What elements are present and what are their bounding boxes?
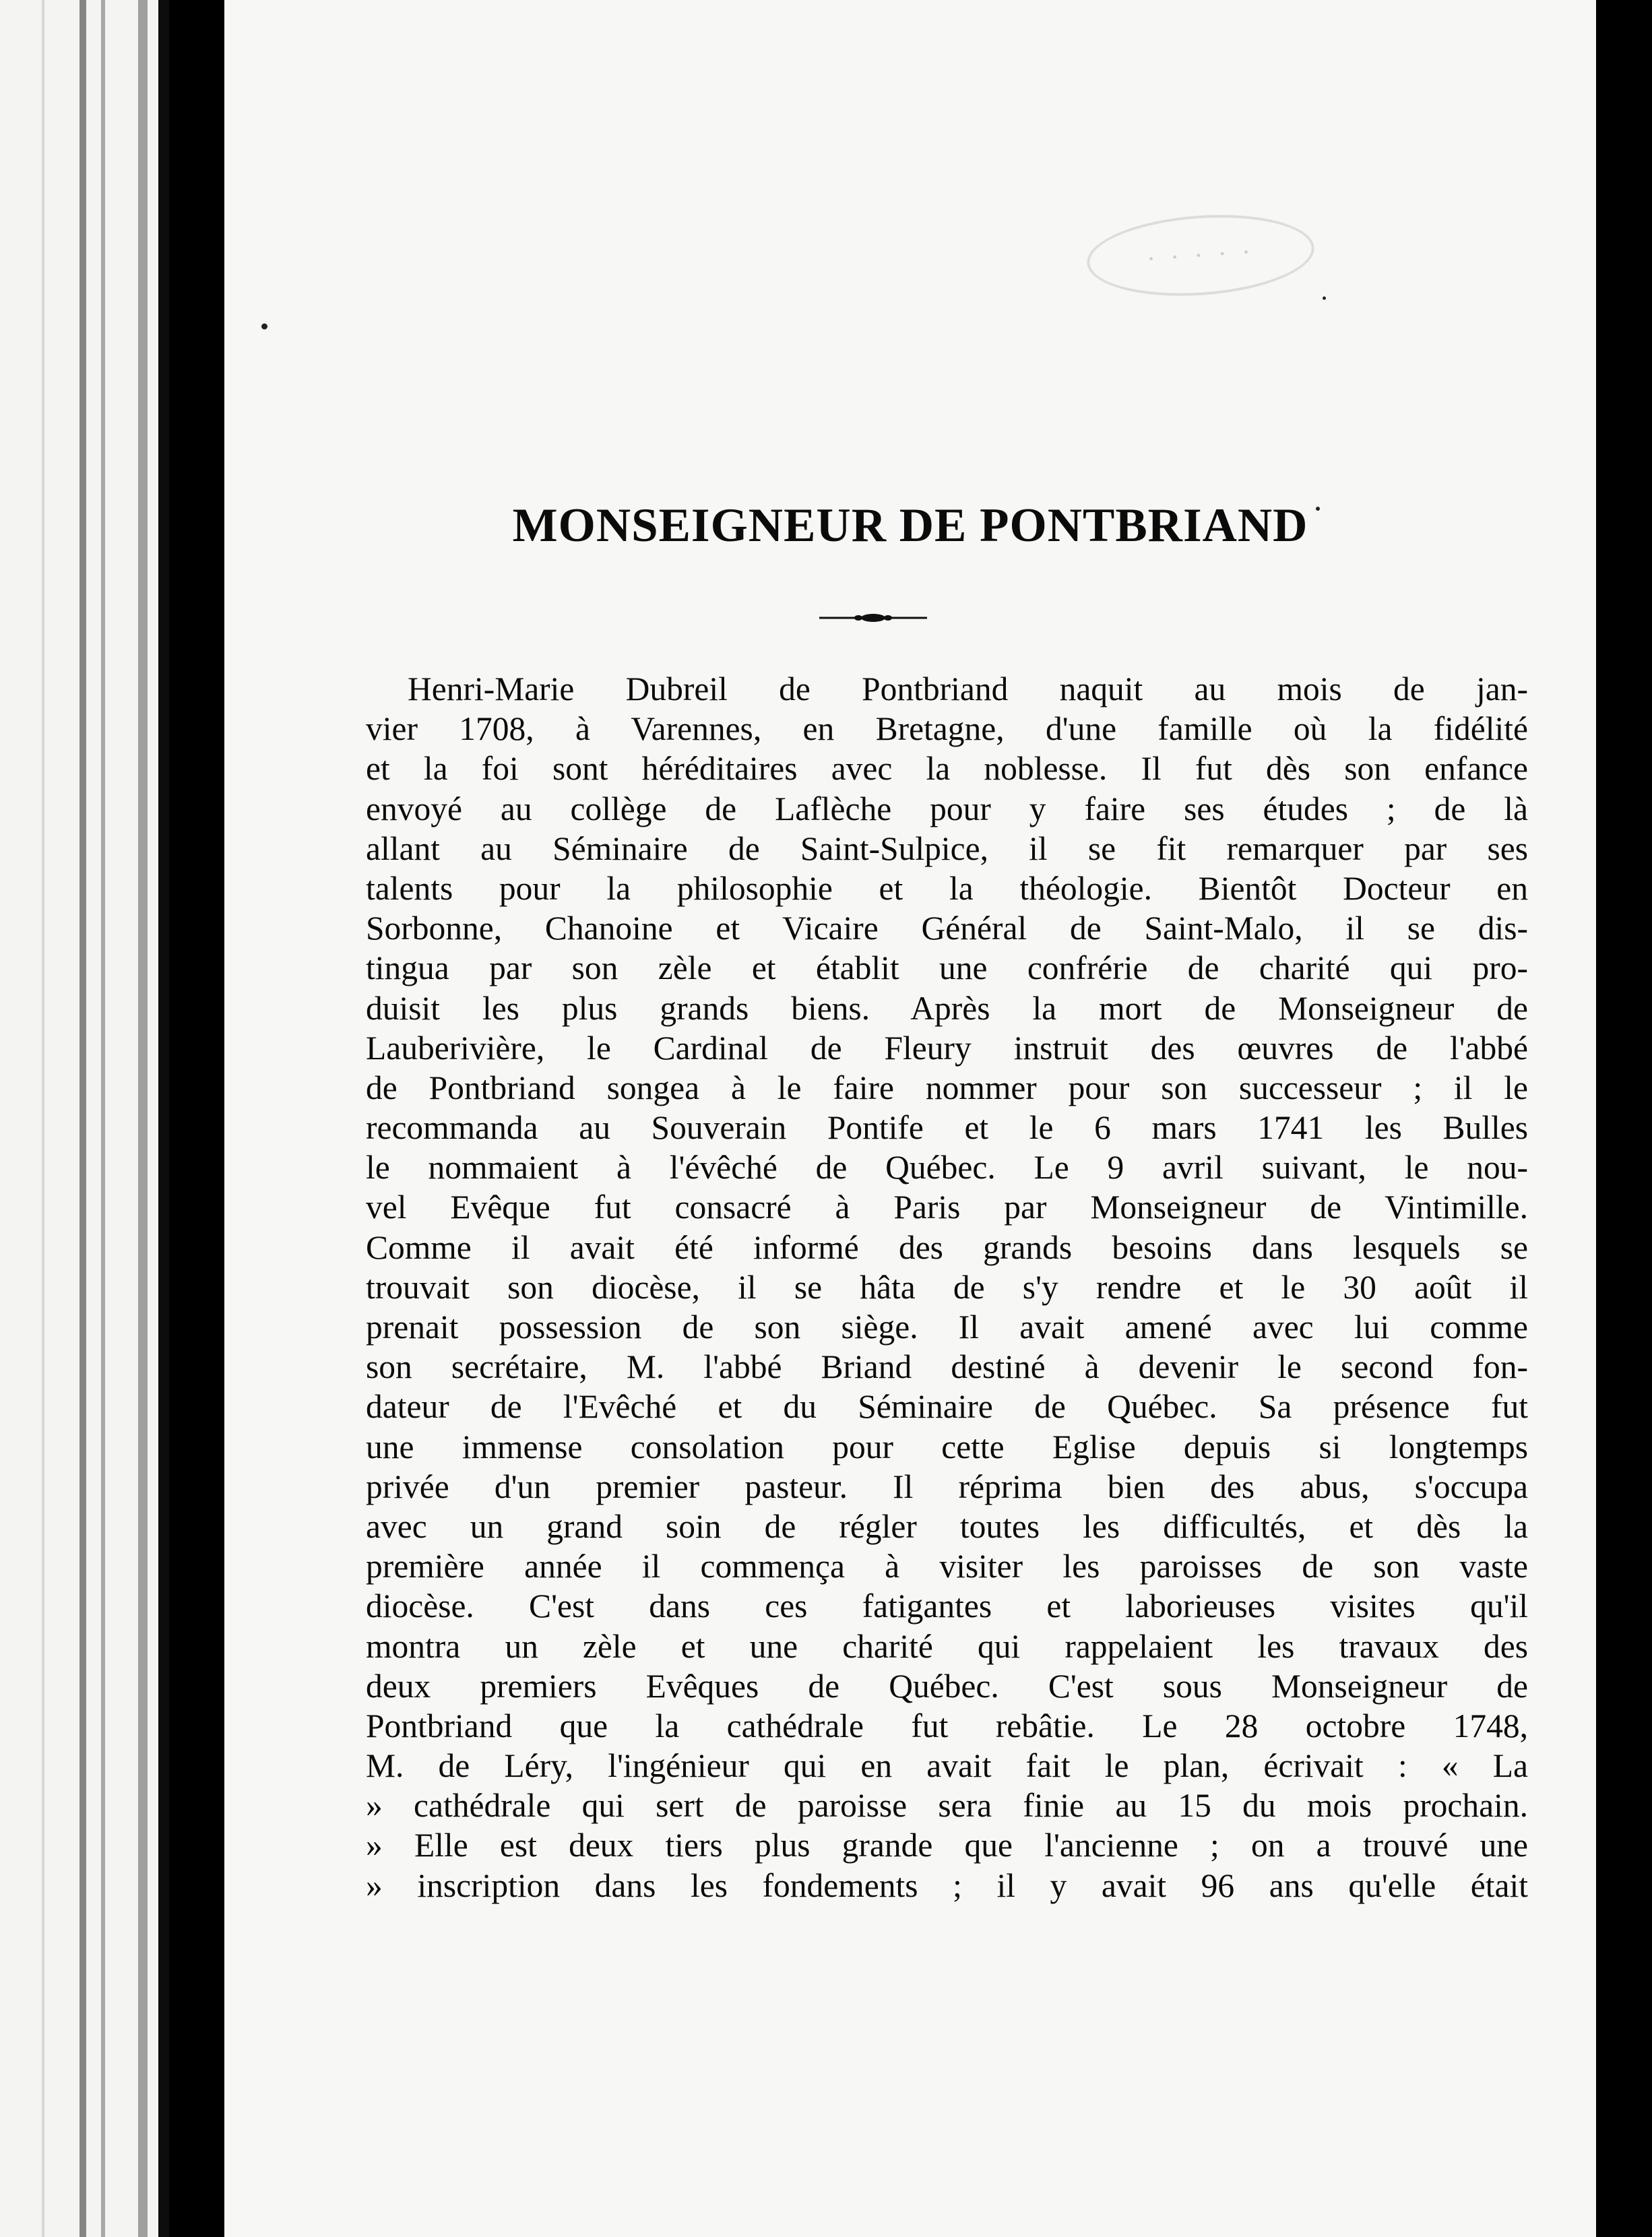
text-line: avec un grand soin de régler toutes les difficultés, et dès la xyxy=(366,1507,1528,1545)
spine-shadow xyxy=(42,0,44,2237)
text-line: » cathédrale qui sert de paroisse sera finie au 15 du mois prochain. xyxy=(366,1787,1528,1825)
text-line: duisit les plus grands biens. Après la mort de Monseigneur de xyxy=(366,989,1528,1027)
text-line: Pontbriand que la cathédrale fut rebâtie. Le 28 octobre 1748, xyxy=(366,1707,1528,1744)
text-line: M. de Léry, l'ingénieur qui en avait fait le plan, écrivait : « La xyxy=(366,1747,1528,1785)
text-line: une immense consolation pour cette Eglise depuis si longtemps xyxy=(366,1428,1528,1466)
text-line: et la foi sont héréditaires avec la noblesse. Il fut dès son enfance xyxy=(366,750,1528,788)
text-line: » inscription dans les fondements ; il y avait 96 ans qu'elle était xyxy=(366,1866,1528,1904)
text-line: talents pour la philosophie et la théologie. Bientôt Docteur en xyxy=(366,869,1528,907)
text-line: prenait possession de son siège. Il avait amené avec lui comme xyxy=(366,1309,1528,1346)
text-line: première année il commença à visiter les paroisses de son vaste xyxy=(366,1548,1528,1585)
text-line: son secrétaire, M. l'abbé Briand destiné à devenir le second fon- xyxy=(366,1348,1528,1386)
text-line: recommanda au Souverain Pontife et le 6 mars 1741 les Bulles xyxy=(366,1109,1528,1147)
title-rule-ornament xyxy=(819,613,927,623)
text-line: privée d'un premier pasteur. Il réprima bien des abus, s'occupa xyxy=(366,1468,1528,1505)
spine-shadow xyxy=(80,0,86,2237)
text-line: de Pontbriand songea à le faire nommer pour son successeur ; il le xyxy=(366,1069,1528,1106)
page-title: MONSEIGNEUR DE PONTBRIAND xyxy=(512,499,1308,552)
spine-shadow xyxy=(101,0,105,2237)
text-line: dateur de l'Evêché et du Séminaire de Québec. Sa présence fut xyxy=(366,1388,1528,1426)
book-page xyxy=(224,0,1596,2237)
text-line: vel Evêque fut consacré à Paris par Monseigneur de Vintimille. xyxy=(366,1189,1528,1226)
text-line: allant au Séminaire de Saint-Sulpice, il se fit remarquer par ses xyxy=(366,829,1528,867)
text-line: Comme il avait été informé des grands besoins dans lesquels se xyxy=(366,1228,1528,1266)
text-line: Sorbonne, Chanoine et Vicaire Général de Saint-Malo, il se dis- xyxy=(366,910,1528,947)
text-line: diocèse. C'est dans ces fatigantes et laborieuses visites qu'il xyxy=(366,1587,1528,1625)
ink-speck xyxy=(261,323,267,329)
text-line: vier 1708, à Varennes, en Bretagne, d'une famille où la fidélité xyxy=(366,710,1528,748)
text-line: Henri-Marie Dubreil de Pontbriand naquit au mois de jan- xyxy=(408,670,1528,707)
scan-border xyxy=(1596,0,1652,2237)
body-paragraph xyxy=(366,669,1528,1905)
previous-page-edge xyxy=(0,0,169,2237)
text-line: » Elle est deux tiers plus grande que l'ancienne ; on a trouvé une xyxy=(366,1827,1528,1864)
text-line: montra un zèle et une charité qui rappelaient les travaux des xyxy=(366,1627,1528,1665)
text-line: envoyé au collège de Laflèche pour y faire ses études ; de là xyxy=(366,790,1528,827)
text-line: le nommaient à l'évêché de Québec. Le 9 avril suivant, le nou- xyxy=(366,1149,1528,1187)
ink-speck xyxy=(1323,296,1326,300)
library-stamp-faint: · · · · · xyxy=(1084,208,1316,303)
spine-shadow xyxy=(138,0,148,2237)
text-line: tingua par son zèle et établit une confrérie de charité qui pro- xyxy=(366,949,1528,987)
text-line: Lauberivière, le Cardinal de Fleury instruit des œuvres de l'abbé xyxy=(366,1029,1528,1067)
text-line: deux premiers Evêques de Québec. C'est sous Monseigneur de xyxy=(366,1667,1528,1705)
text-line: trouvait son diocèse, il se hâta de s'y rendre et le 30 août il xyxy=(366,1268,1528,1306)
